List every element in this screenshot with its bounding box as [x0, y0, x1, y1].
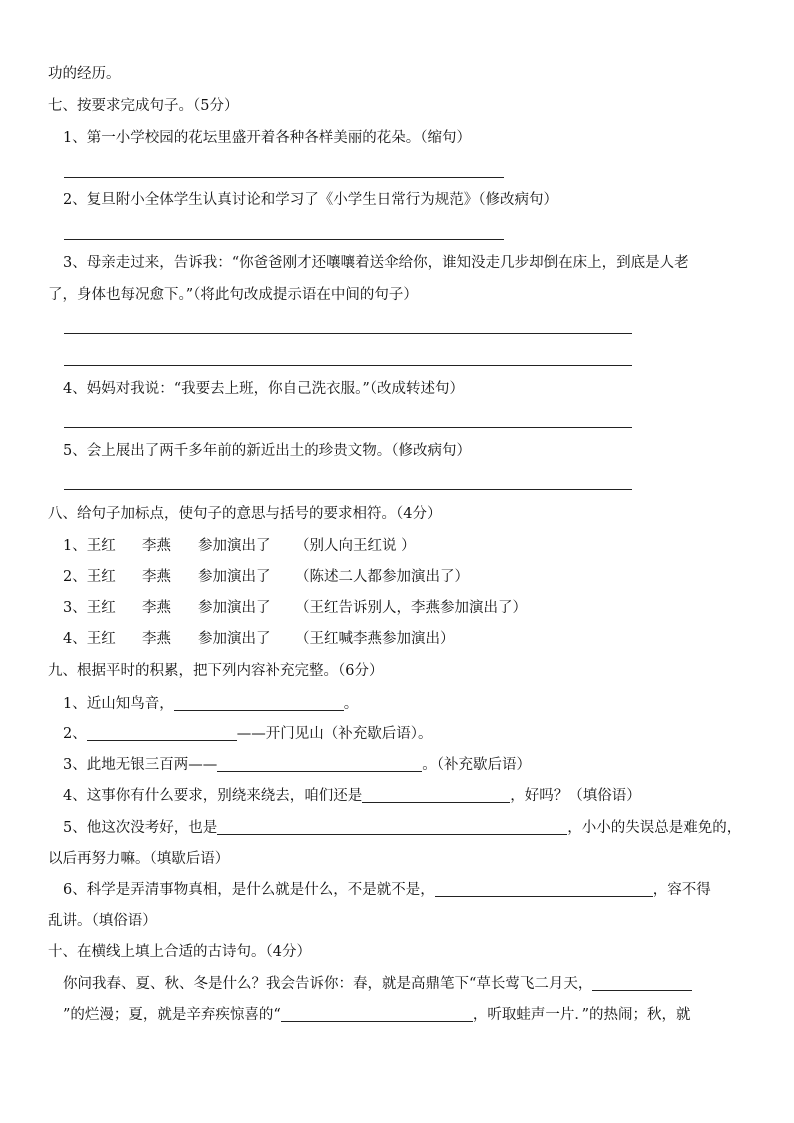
s10-line1 — [63, 974, 692, 994]
s8-row-requirement: （王红告诉别人，李燕参加演出了） — [295, 600, 527, 616]
s9-q4 — [63, 786, 641, 806]
s9-q3-text: 3、此地无银三百两—— — [63, 757, 218, 773]
s9-q6-blank[interactable] — [435, 881, 653, 897]
s9-q6-text: 6、科学是弄清事物真相，是什么就是什么，不是就不是， — [63, 882, 435, 898]
s9-q2 — [63, 724, 432, 744]
s8-row-number: 3、王红 — [63, 600, 116, 616]
s8-row-name: 李燕 — [142, 631, 171, 647]
s9-q2-text: 2、 — [63, 726, 87, 742]
s9-q2-end: ——开门见山（补充歇后语）。 — [236, 726, 433, 742]
s9-q2-blank[interactable] — [87, 725, 237, 741]
s9-q1-blank[interactable] — [174, 695, 344, 711]
s7-q3-line1: 3、母亲走过来，告诉我：“你爸爸刚才还嚷嚷着送伞给你，谁知没走几步却倒在床上，到底是人老 — [63, 255, 689, 271]
s8-row-number: 1、王红 — [63, 538, 116, 554]
s8-row-requirement: （陈述二人都参加演出了） — [295, 569, 469, 585]
s10-line2 — [63, 1005, 691, 1025]
s8-row-requirement: （别人向王红说 ） — [295, 538, 416, 554]
s9-q4-text: 4、这事你有什么要求，别绕来绕去，咱们还是 — [63, 788, 363, 804]
s7-q1-answer-line[interactable] — [64, 177, 504, 178]
s9-q3 — [63, 755, 531, 775]
s8-row-phrase: 参加演出了 — [198, 631, 271, 647]
s8-row-name: 李燕 — [142, 569, 171, 585]
s7-q3-line2: 了，身体也每况愈下。”（将此句改成提示语在中间的句子） — [48, 287, 418, 303]
s8-row-phrase: 参加演出了 — [198, 569, 271, 585]
s9-q5-text: 5、他这次没考好，也是 — [63, 820, 218, 836]
s7-q3-answer-line-2[interactable] — [64, 365, 632, 366]
s9-q1-text: 1、近山知鸟音， — [63, 696, 174, 712]
section-7-heading: 七、按要求完成句子。（5分） — [48, 98, 239, 114]
s7-q2: 2、复旦附小全体学生认真讨论和学习了《小学生日常行为规范》（修改病句） — [63, 192, 558, 208]
s10-blank-2[interactable] — [281, 1006, 473, 1022]
s9-q6-line2: 乱讲。（填俗语） — [48, 913, 157, 929]
s9-q5 — [63, 818, 741, 838]
s9-q5-end: ，小小的失误总是难免的， — [567, 820, 742, 836]
s9-q3-blank[interactable] — [217, 756, 422, 772]
s8-row-number: 2、王红 — [63, 569, 116, 585]
s10-blank-1[interactable] — [592, 975, 692, 991]
s7-q5: 5、会上展出了两千多年前的新近出土的珍贵文物。（修改病句） — [63, 443, 471, 459]
s9-q3-end: 。（补充歇后语） — [422, 757, 531, 773]
s7-q3-answer-line-1[interactable] — [64, 333, 632, 334]
section-10-heading: 十、在横线上填上合适的古诗句。（4分） — [48, 944, 311, 960]
section-8-heading: 八、给句子加标点，使句子的意思与括号的要求相符。（4分） — [48, 506, 442, 522]
section-9-heading: 九、根据平时的积累，把下列内容补充完整。（6分） — [48, 663, 384, 679]
s8-row-phrase: 参加演出了 — [198, 600, 271, 616]
s10-line2-end: ，听取蛙声一片．”的热闹；秋，就 — [472, 1007, 691, 1023]
s9-q1-end: 。 — [343, 696, 359, 712]
s9-q1 — [63, 694, 358, 714]
s9-q4-end: ，好吗？（填俗语） — [510, 788, 641, 804]
s7-q2-answer-line[interactable] — [64, 239, 504, 240]
s8-row-phrase: 参加演出了 — [198, 538, 271, 554]
continuation-text: 功的经历。 — [48, 66, 121, 82]
s9-q6 — [63, 880, 711, 900]
s7-q4-answer-line[interactable] — [64, 427, 632, 428]
s8-row-number: 4、王红 — [63, 631, 116, 647]
s10-line1-text: 你问我春、夏、秋、冬是什么？我会告诉你：春，就是高鼎笔下“草长莺飞二月天， — [63, 976, 593, 992]
s10-line2-text: ”的烂漫；夏，就是辛弃疾惊喜的“ — [63, 1007, 281, 1023]
s8-row-name: 李燕 — [142, 538, 171, 554]
s7-q4: 4、妈妈对我说：“我要去上班，你自己洗衣服。”（改成转述句） — [63, 381, 465, 397]
s8-row-requirement: （王红喊李燕参加演出） — [295, 631, 455, 647]
s9-q5-line2: 以后再努力嘛。（填歇后语） — [48, 851, 230, 867]
s9-q5-blank[interactable] — [217, 819, 567, 835]
s7-q1: 1、第一小学校园的花坛里盛开着各种各样美丽的花朵。（缩句） — [63, 130, 471, 146]
s8-row-name: 李燕 — [142, 600, 171, 616]
s9-q4-blank[interactable] — [362, 787, 510, 803]
s7-q5-answer-line[interactable] — [64, 489, 632, 490]
s9-q6-end: ，容不得 — [652, 882, 711, 898]
